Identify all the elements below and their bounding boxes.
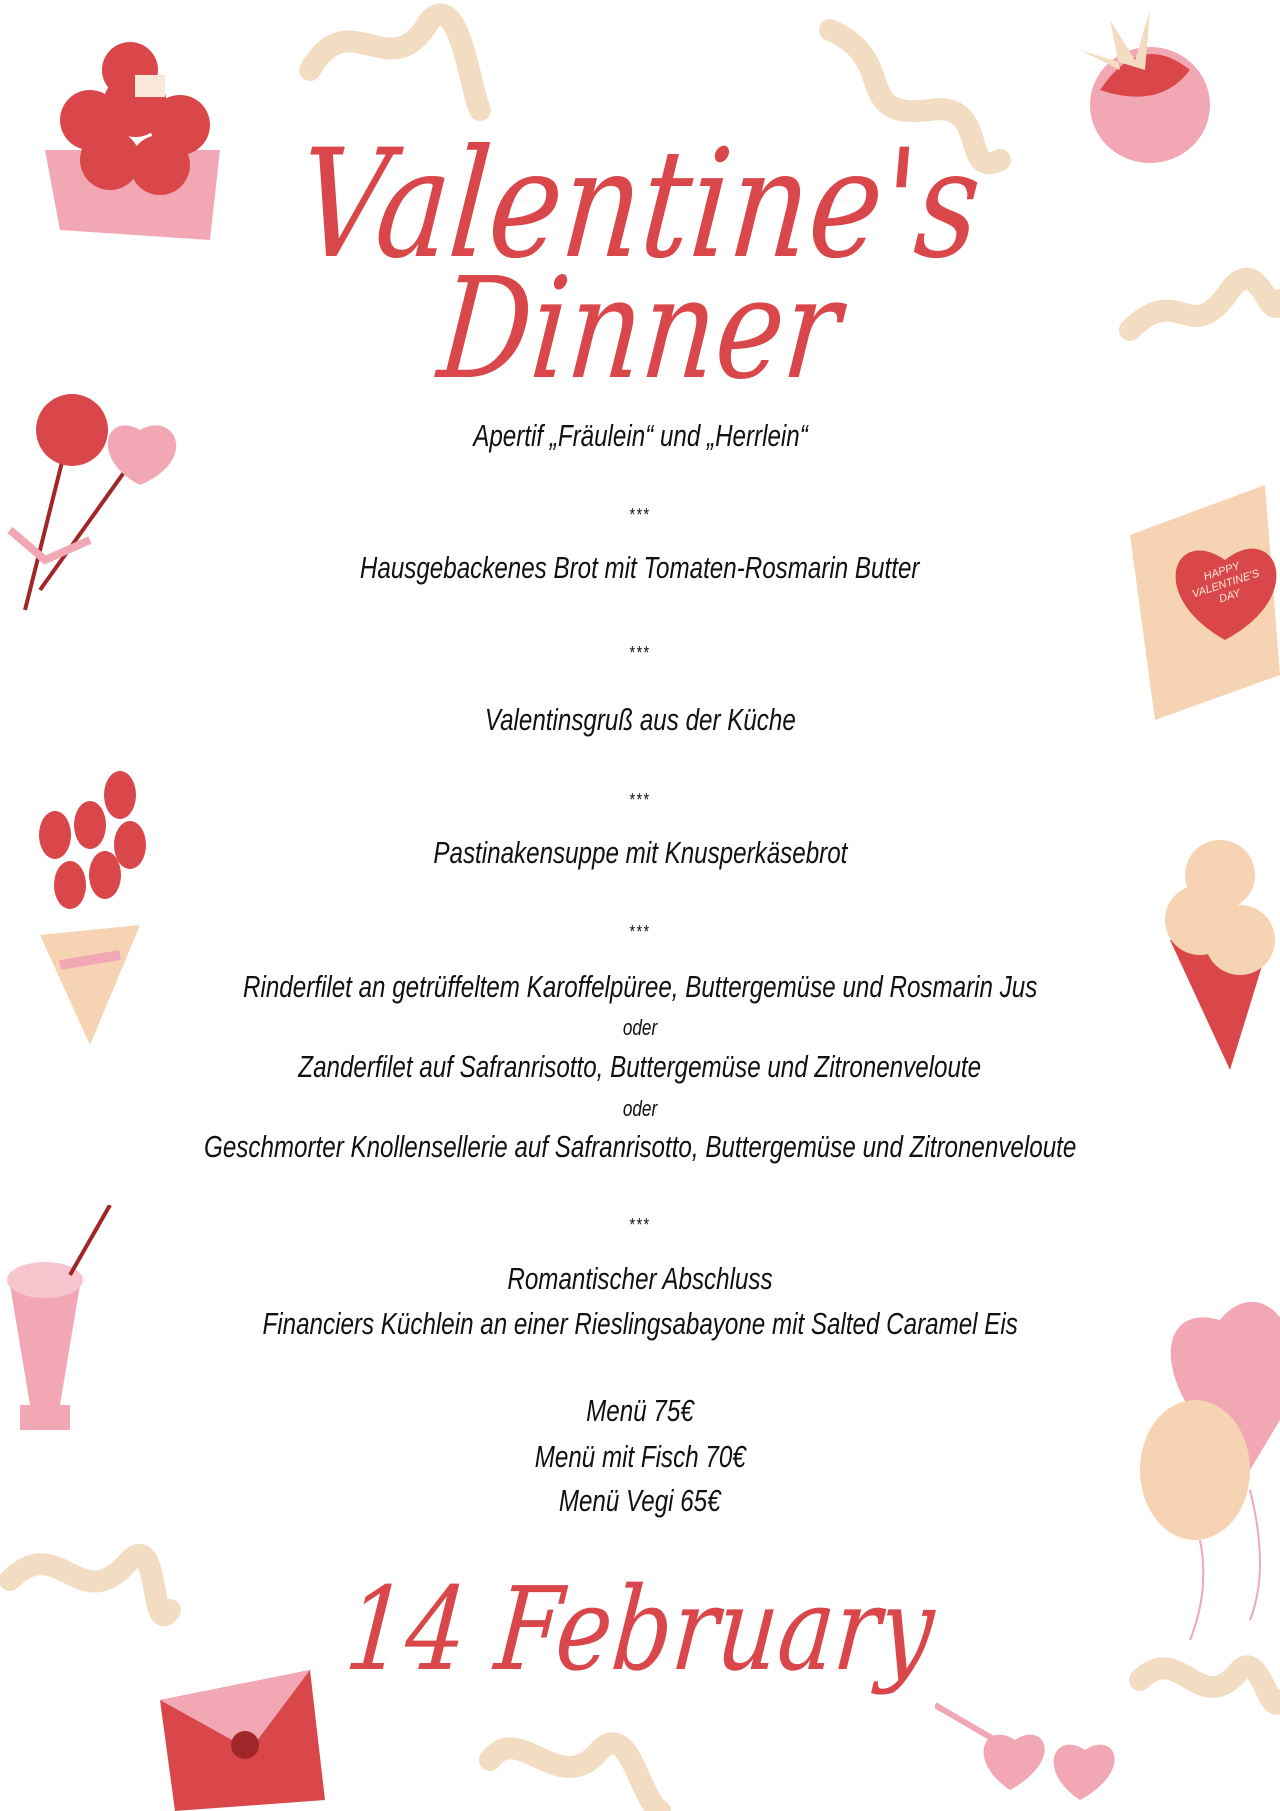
separator: *** (629, 505, 651, 525)
heart-glasses-icon (935, 1700, 1115, 1811)
event-date: 14 February (340, 1563, 940, 1697)
menu-soup: Pastinakensuppe mit Knusperkäsebrot (432, 835, 847, 870)
separator: *** (629, 790, 651, 810)
title-valentines: Valentine's (292, 118, 988, 292)
separator: *** (629, 643, 651, 663)
or-label: oder (622, 1096, 658, 1121)
menu-main-beef: Rinderfilet an getrüffeltem Karoffelpüree, Buttergemüse und Rosmarin Jus (242, 969, 1038, 1004)
menu-greeting: Valentinsgruß aus der Küche (484, 702, 796, 737)
menu-main-veg: Geschmorter Knollensellerie auf Safranrisotto, Buttergemüse und Zitronenveloute (203, 1129, 1077, 1164)
menu-aperitif: Apertif „Fräulein“ und „Herrlein“ (472, 418, 808, 453)
menu-dessert-title: Romantischer Abschluss (507, 1261, 773, 1296)
menu-dessert: Financiers Küchlein an einer Rieslingsabayone mit Salted Caramel Eis (262, 1306, 1018, 1341)
price-menu: Menü 75€ (586, 1393, 694, 1428)
title-dinner: Dinner (433, 248, 847, 411)
separator: *** (629, 1215, 651, 1235)
menu-main-fish: Zanderfilet auf Safranrisotto, Buttergemüse und Zitronenveloute (298, 1049, 982, 1084)
menu-bread: Hausgebackenes Brot mit Tomaten-Rosmarin Butter (360, 550, 920, 585)
separator: *** (629, 922, 651, 942)
or-label: oder (622, 1015, 658, 1040)
price-fish: Menü mit Fisch 70€ (534, 1439, 746, 1474)
card-text: HAPPY VALENTINE'S DAY (1190, 560, 1261, 606)
price-vegi: Menü Vegi 65€ (559, 1483, 721, 1518)
